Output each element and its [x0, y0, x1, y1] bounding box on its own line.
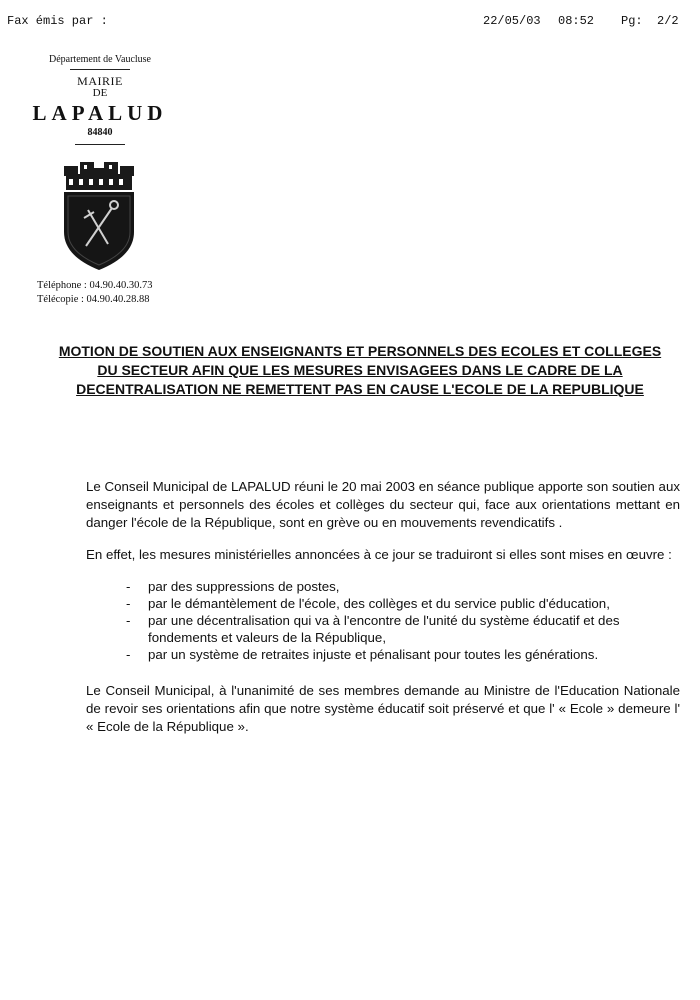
- title-line-2: DU SECTEUR AFIN QUE LES MESURES ENVISAGEES DANS LE CADRE DE LA: [97, 362, 623, 378]
- list-item: [126, 612, 682, 646]
- paragraph-2: En effet, les mesures ministérielles annoncées à ce jour se traduiront si elles sont mises en œuvre :: [86, 547, 672, 562]
- list-item-text: par une décentralisation qui va à l'encontre de l'unité du système éducatif et des fondements et valeurs de la République,: [148, 613, 620, 645]
- fax-number: Télécopie : 04.90.40.28.88: [37, 294, 150, 305]
- postal-code: 84840: [87, 127, 113, 138]
- list-item: [126, 578, 682, 595]
- fax-page-label: Pg:: [621, 14, 643, 28]
- contact-info: [37, 279, 152, 307]
- letterhead-divider: [70, 69, 130, 70]
- fax-time: 08:52: [558, 14, 595, 28]
- de-label: DE: [92, 87, 108, 99]
- list-item: [126, 595, 682, 612]
- title-line-3: DECENTRALISATION NE REMETTENT PAS EN CAUSE L'ECOLE DE LA REPUBLIQUE: [76, 381, 644, 397]
- fax-header: [7, 14, 693, 30]
- department-name: Département de Vaucluse: [49, 54, 151, 65]
- paragraph-1: Le Conseil Municipal de LAPALUD réuni le 20 mai 2003 en séance publique apporte son soutien aux enseignants et personnels des écoles et collèges du secteur qui, face aux orientations mettant en danger l'école de la République, sont en grève ou en mouvements revendicatifs .: [86, 479, 680, 530]
- bullet-marker: -: [126, 579, 131, 594]
- town-name: LAPALUD: [32, 101, 168, 125]
- fax-sender: Fax émis par :: [7, 14, 108, 28]
- fax-page-indicator: [621, 14, 679, 28]
- letterhead: [20, 54, 180, 145]
- list-item-text: par le démantèlement de l'école, des collèges et du service public d'éducation,: [148, 596, 610, 611]
- document-title: [30, 342, 690, 399]
- letterhead-divider-bottom: [75, 144, 125, 145]
- title-line-1: MOTION DE SOUTIEN AUX ENSEIGNANTS ET PERSONNELS DES ECOLES ET COLLEGES: [58, 343, 662, 359]
- bullet-marker: -: [126, 613, 131, 628]
- coat-of-arms-icon: [58, 160, 140, 272]
- bullet-marker: -: [126, 647, 131, 662]
- list-item: [126, 646, 682, 663]
- fax-page-number: 2/2: [657, 14, 679, 28]
- list-item-text: par des suppressions de postes,: [148, 579, 340, 594]
- paragraph-3: Le Conseil Municipal, à l'unanimité de ses membres demande au Ministre de l'Education Nationale de revoir ses orientations afin que notre système éducatif soit préservé et que l' « Ecole » demeure l' « Ecole de la République ».: [86, 683, 680, 734]
- list-item-text: par un système de retraites injuste et pénalisant pour toutes les générations.: [148, 647, 599, 662]
- bullet-list: [126, 578, 682, 663]
- mairie-label: MAIRIE: [77, 74, 123, 88]
- phone-number: Téléphone : 04.90.40.30.73: [37, 280, 153, 291]
- bullet-marker: -: [126, 596, 131, 611]
- fax-date: 22/05/03: [483, 14, 541, 28]
